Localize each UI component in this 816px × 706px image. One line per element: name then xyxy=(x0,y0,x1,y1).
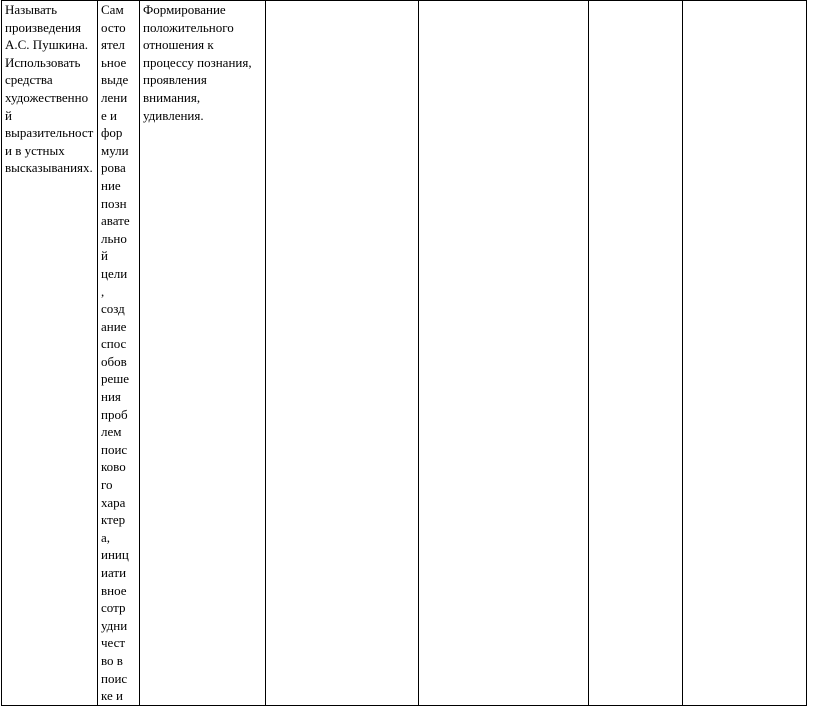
regulatory-text-line: ятел xyxy=(101,37,125,53)
regulatory-text-line: созд xyxy=(101,301,125,317)
regulatory-text-line: ние xyxy=(101,177,121,193)
regulatory-text-line: цели xyxy=(101,265,128,281)
regulatory-text-line: рова xyxy=(101,160,126,176)
regulatory-text-line: е и xyxy=(101,107,117,123)
regulatory-text-line: иниц xyxy=(101,547,129,563)
personal-results-text: Формирование положительного отношения к процессу познания, проявления внимания, удивления. xyxy=(143,2,252,123)
regulatory-text-line: вное xyxy=(101,582,127,598)
regulatory-text-line: удни xyxy=(101,617,128,633)
regulatory-text-line: Сам xyxy=(101,2,124,17)
regulatory-text-line: поис xyxy=(101,670,128,686)
regulatory-cell xyxy=(98,1,140,706)
regulatory-text-line: ке и xyxy=(101,688,123,704)
skills-text: Называть произведения А.С. Пушкина. Использовать средства художественной выразительности в устных высказываниях. xyxy=(5,2,94,176)
empty-cell-4 xyxy=(266,1,419,706)
lesson-plan-table xyxy=(1,0,807,706)
table-row xyxy=(2,1,807,706)
regulatory-text-line: поис xyxy=(101,441,128,457)
regulatory-text-line: лени xyxy=(101,89,128,105)
skills-cell xyxy=(2,1,98,706)
regulatory-text-line: хара xyxy=(101,494,126,510)
regulatory-text-line: спос xyxy=(101,336,127,352)
regulatory-text-line: обов xyxy=(101,353,127,369)
regulatory-text-line: выде xyxy=(101,72,129,88)
regulatory-text-line: чест xyxy=(101,635,126,651)
empty-cell-6 xyxy=(589,1,683,706)
regulatory-text-line: иати xyxy=(101,565,127,580)
regulatory-text-line: проб xyxy=(101,406,128,422)
regulatory-text-line: ктер xyxy=(101,512,126,528)
regulatory-text-line: позн xyxy=(101,195,127,211)
regulatory-text-line: авате xyxy=(101,213,130,229)
regulatory-text-line: ния xyxy=(101,389,121,405)
regulatory-text-line: реше xyxy=(101,371,130,387)
regulatory-text-line: осто xyxy=(101,19,126,35)
regulatory-text-line: сотр xyxy=(101,600,126,616)
personal-results-cell xyxy=(140,1,266,706)
regulatory-text-line: мули xyxy=(101,142,129,158)
empty-cell-5 xyxy=(419,1,589,706)
regulatory-text xyxy=(101,1,137,705)
regulatory-text-line: го xyxy=(101,477,113,493)
regulatory-text-line: ание xyxy=(101,318,127,334)
regulatory-text-line: фор xyxy=(101,125,123,141)
regulatory-text-line: во в xyxy=(101,652,123,668)
regulatory-text-line: ьное xyxy=(101,54,127,70)
regulatory-text-line: , xyxy=(101,283,105,299)
regulatory-text-line: ково xyxy=(101,459,126,475)
empty-cell-7 xyxy=(683,1,807,706)
regulatory-text-line: а, xyxy=(101,529,111,545)
regulatory-text-line: лем xyxy=(101,424,122,440)
regulatory-text-line: льно xyxy=(101,230,127,246)
regulatory-text-line: й xyxy=(101,248,108,264)
